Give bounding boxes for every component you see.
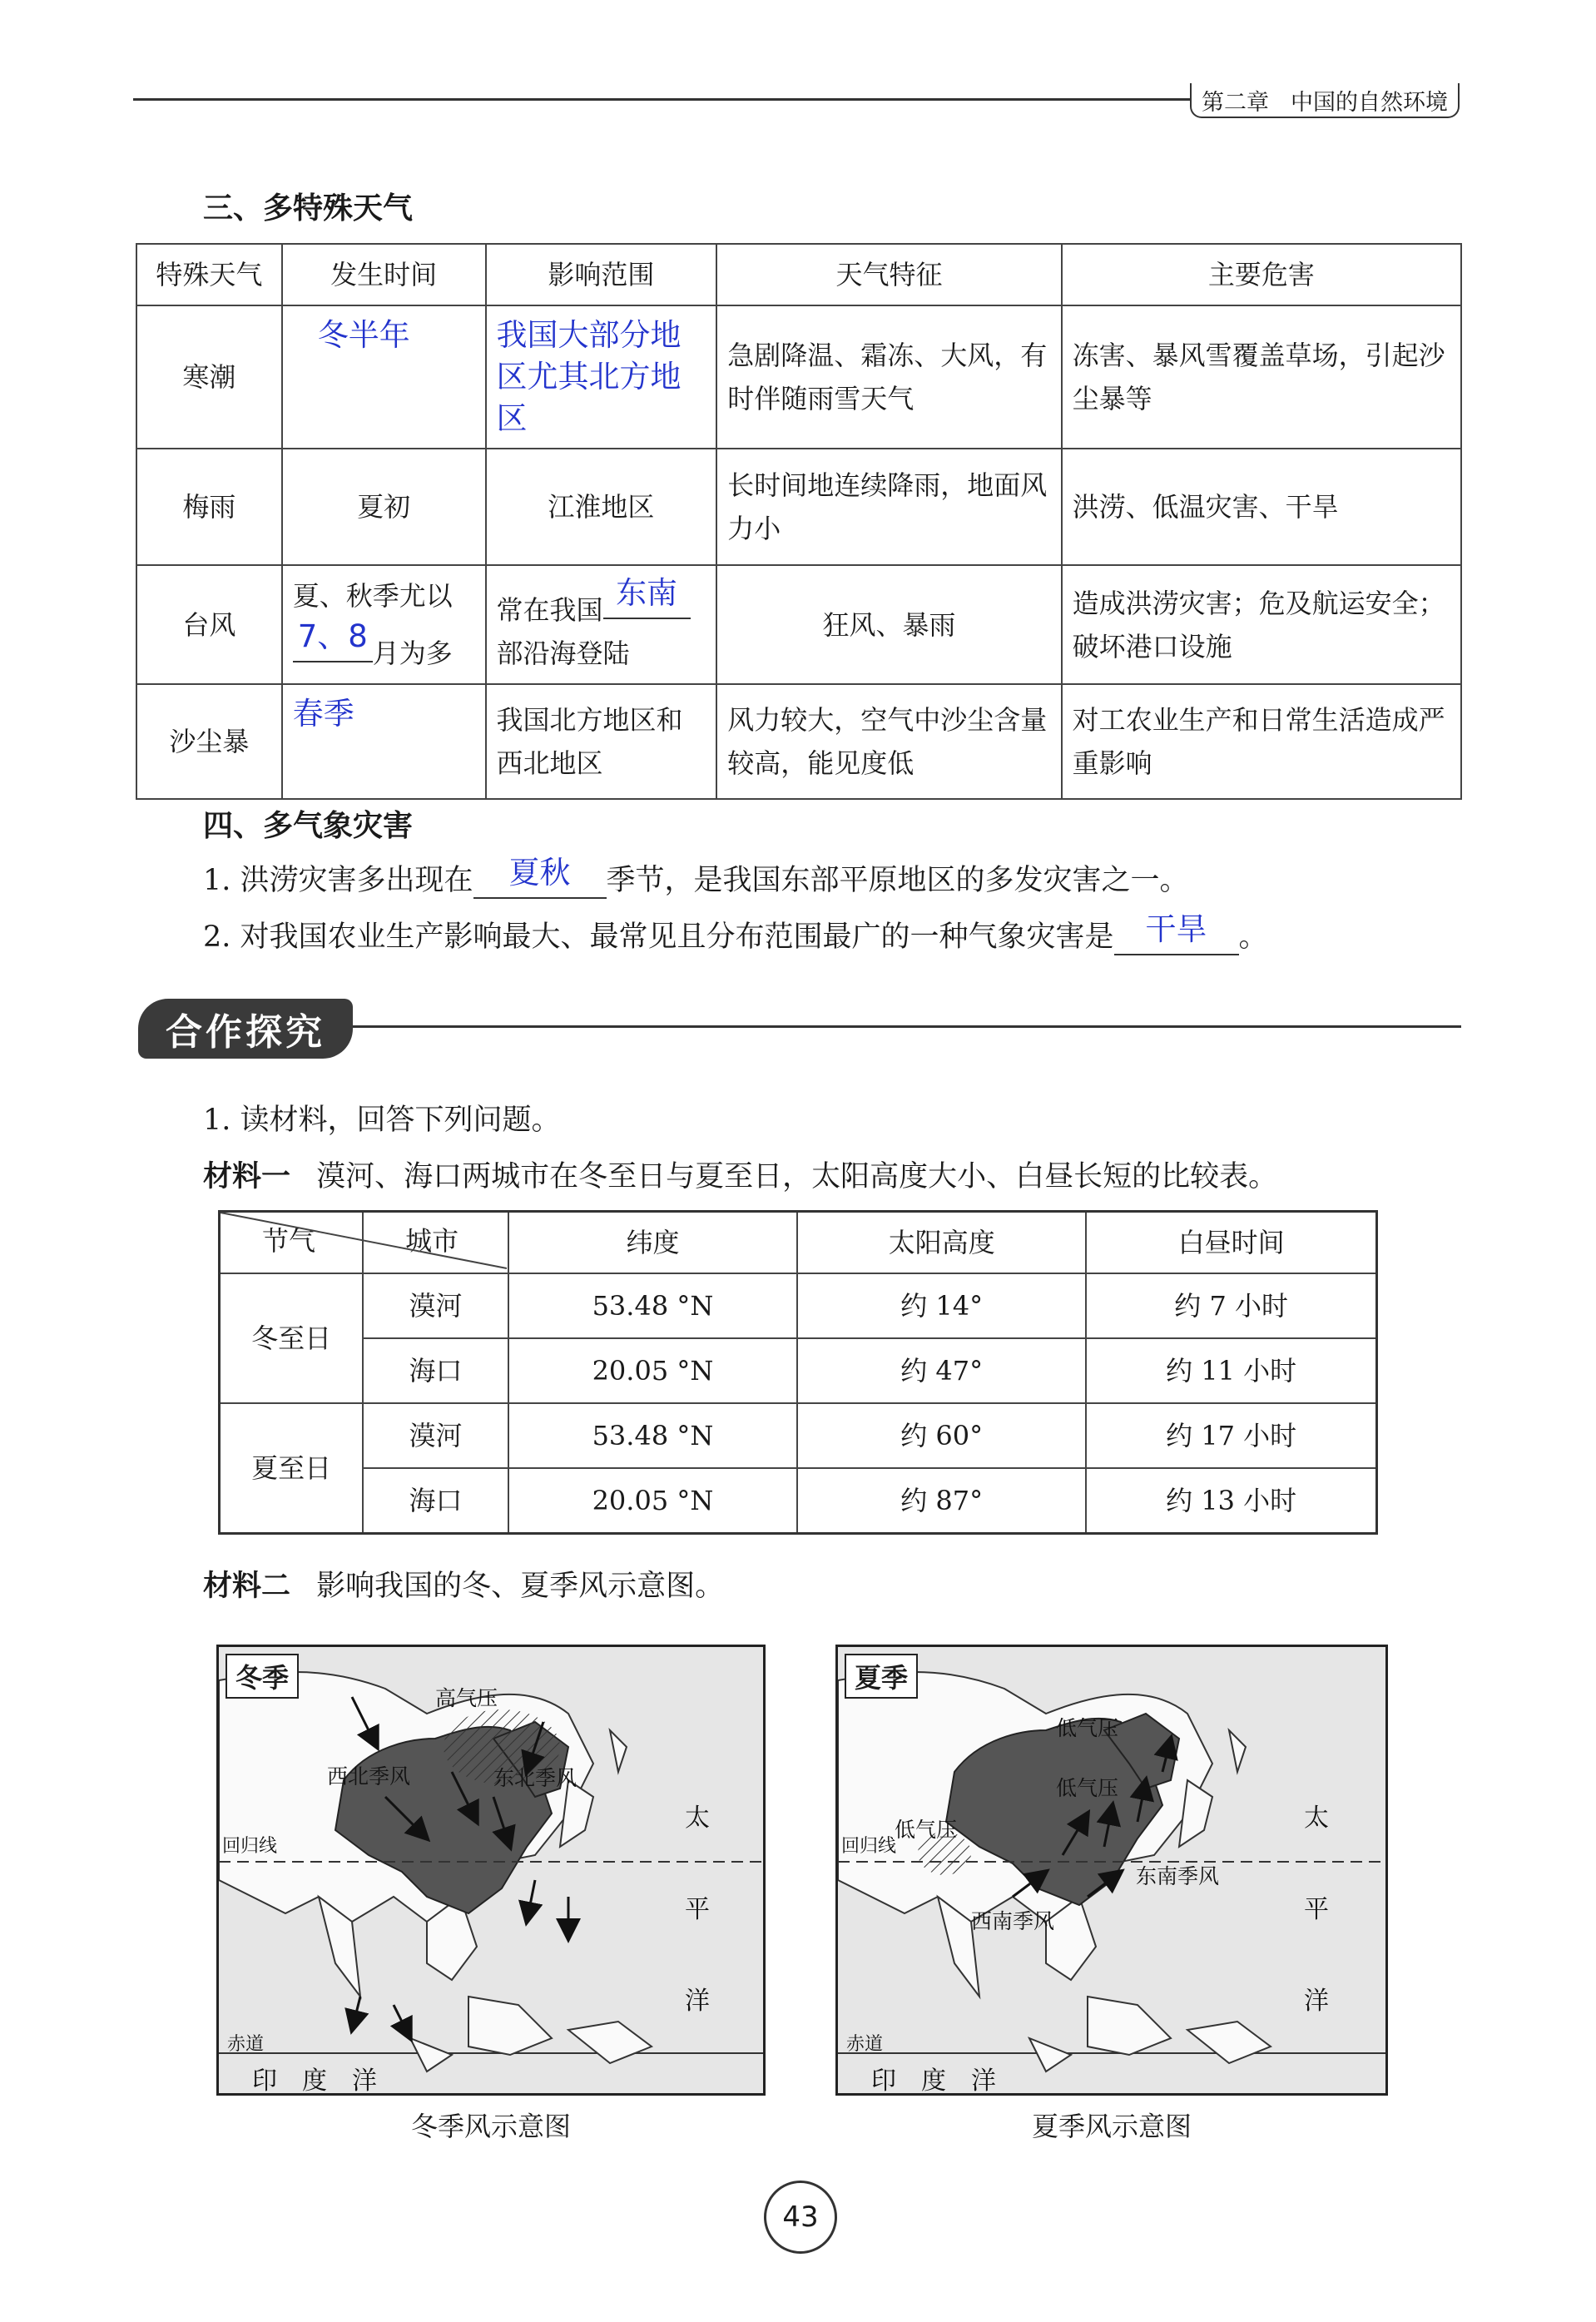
equator-label: 赤道 xyxy=(846,2034,884,2055)
question-4-2: 2. 对我国农业生产影响最大、最常见且分布范围最广的一种气象灾害是 干旱 。 xyxy=(203,914,1268,955)
ne-monsoon-label: 东北季风 xyxy=(493,1766,577,1790)
table-row xyxy=(136,305,1461,449)
daylight: 约 17 小时 xyxy=(1086,1403,1376,1468)
table-row xyxy=(220,1338,1377,1403)
header-cell: 影响范围 xyxy=(486,244,717,305)
daylight: 约 13 小时 xyxy=(1086,1468,1376,1533)
weather-scope: 江淮地区 xyxy=(486,449,717,565)
header-cell: 发生时间 xyxy=(282,244,486,305)
weather-feature: 急剧降温、霜冻、大风，有时伴随雨雪天气 xyxy=(716,305,1061,449)
latitude: 53.48 °N xyxy=(508,1403,797,1468)
pacific-label-3: 洋 xyxy=(685,1987,710,2016)
pacific-label-2: 平 xyxy=(1304,1895,1329,1924)
latitude: 20.05 °N xyxy=(508,1338,797,1403)
pacific-label-3: 洋 xyxy=(1304,1987,1329,2016)
winter-caption: 冬季风示意图 xyxy=(410,2111,571,2142)
equator-label: 赤道 xyxy=(227,2034,265,2055)
header-cell: 太阳高度 xyxy=(797,1212,1086,1274)
handwritten-answer: 冬半年 xyxy=(317,317,410,353)
weather-name: 寒潮 xyxy=(136,305,282,449)
weather-name: 沙尘暴 xyxy=(136,684,282,799)
city: 海口 xyxy=(363,1338,508,1403)
city: 海口 xyxy=(363,1468,508,1533)
pacific-label-1: 太 xyxy=(685,1804,710,1833)
solar-term: 冬至日 xyxy=(220,1273,364,1403)
table-row xyxy=(220,1273,1377,1338)
indian-ocean-label: 印 度 洋 xyxy=(871,2066,996,2096)
header-cell: 白昼时间 xyxy=(1086,1212,1376,1274)
table-row xyxy=(220,1468,1377,1533)
question-4-1: 1. 洪涝灾害多出现在 夏秋 季节，是我国东部平原地区的多发灾害之一。 xyxy=(203,857,1189,899)
handwritten-answer: 7、8 xyxy=(297,618,368,654)
sun-altitude: 约 60° xyxy=(797,1403,1086,1468)
weather-harm: 洪涝、低温灾害、干旱 xyxy=(1062,449,1461,565)
daylight: 约 11 小时 xyxy=(1086,1338,1376,1403)
low-pressure-label-3: 低气压 xyxy=(895,1818,958,1842)
header-cell: 主要危害 xyxy=(1062,244,1461,305)
high-pressure-label: 高气压 xyxy=(435,1686,498,1710)
sun-altitude: 约 47° xyxy=(797,1338,1086,1403)
table-row xyxy=(220,1403,1377,1468)
latitude: 53.48 °N xyxy=(508,1273,797,1338)
material-2: 材料二 影响我国的冬、夏季风示意图。 xyxy=(203,1570,725,1603)
handwritten-answer: 春季 xyxy=(292,696,354,732)
winter-map-graphic xyxy=(219,1647,763,2093)
header-cell: 纬度 xyxy=(508,1212,797,1274)
chapter-number: 第二章 xyxy=(1202,89,1269,116)
winter-monsoon-map xyxy=(216,1645,766,2096)
handwritten-answer: 夏秋 xyxy=(508,855,571,891)
latitude: 20.05 °N xyxy=(508,1468,797,1533)
weather-harm: 对工农业生产和日常生活造成严重影响 xyxy=(1062,684,1461,799)
header-rule xyxy=(133,98,1190,101)
answer-blank xyxy=(293,618,373,662)
table-row xyxy=(136,565,1461,684)
coop-rule xyxy=(353,1025,1461,1028)
pacific-label-2: 平 xyxy=(685,1895,710,1924)
section-4-title: 四、多气象灾害 xyxy=(203,809,414,843)
material-1: 材料一 漠河、海口两城市在冬至日与夏至日，太阳高度大小、白昼长短的比较表。 xyxy=(203,1160,1278,1193)
header-cell: 城市 xyxy=(405,1225,459,1257)
low-pressure-label-2: 低气压 xyxy=(1056,1776,1119,1800)
indian-ocean-label: 印 度 洋 xyxy=(252,2066,377,2096)
weather-feature: 长时间地连续降雨，地面风力小 xyxy=(716,449,1061,565)
city: 漠河 xyxy=(363,1273,508,1338)
low-pressure-label-1: 低气压 xyxy=(1056,1716,1119,1740)
header-diagonal xyxy=(218,1210,509,1270)
nw-monsoon-label: 西北季风 xyxy=(327,1764,411,1789)
header-cell: 天气特征 xyxy=(716,244,1061,305)
table-header-row xyxy=(136,244,1461,305)
tropic-label: 回归线 xyxy=(222,1836,278,1857)
summer-caption: 夏季风示意图 xyxy=(1031,2111,1192,2142)
coop-badge: 合作探究 xyxy=(138,999,353,1059)
header-cell: 特殊天气 xyxy=(136,244,282,305)
summer-monsoon-map xyxy=(835,1645,1388,2096)
handwritten-answer: 东南 xyxy=(616,575,678,611)
handwritten-answer: 我国大部分地区尤其北方地区 xyxy=(496,317,682,436)
weather-scope: 我国北方地区和西北地区 xyxy=(486,684,717,799)
pacific-label-1: 太 xyxy=(1304,1804,1329,1833)
summer-label: 夏季 xyxy=(845,1654,918,1699)
handwritten-answer: 干旱 xyxy=(1145,911,1207,947)
section-3-title: 三、多特殊天气 xyxy=(203,191,414,226)
table-row xyxy=(136,684,1461,799)
winter-label: 冬季 xyxy=(226,1654,299,1699)
chapter-title: 中国的自然环境 xyxy=(1291,89,1448,116)
weather-name: 台风 xyxy=(136,565,282,684)
weather-name: 梅雨 xyxy=(136,449,282,565)
weather-time: 夏初 xyxy=(282,449,486,565)
solar-term: 夏至日 xyxy=(220,1403,364,1533)
weather-harm: 冻害、暴风雪覆盖草场，引起沙尘暴等 xyxy=(1062,305,1461,449)
sun-altitude: 约 14° xyxy=(797,1273,1086,1338)
chapter-tab xyxy=(1190,83,1460,118)
sun-altitude: 约 87° xyxy=(797,1468,1086,1533)
weather-scope: 常在我国 东南 部沿海登陆 xyxy=(486,565,717,684)
question-1: 1. 读材料，回答下列问题。 xyxy=(203,1104,561,1137)
weather-time: 夏、秋季尤以 7、8 月为多 xyxy=(282,565,486,684)
answer-blank xyxy=(473,855,607,899)
weather-feature: 风力较大，空气中沙尘含量较高，能见度低 xyxy=(716,684,1061,799)
city: 漠河 xyxy=(363,1403,508,1468)
sw-monsoon-label: 西南季风 xyxy=(971,1909,1055,1933)
weather-harm: 造成洪涝灾害；危及航运安全；破坏港口设施 xyxy=(1062,565,1461,684)
special-weather-table xyxy=(136,243,1462,800)
tropic-label: 回归线 xyxy=(841,1836,897,1857)
weather-feature: 狂风、暴雨 xyxy=(716,565,1061,684)
table-row xyxy=(136,449,1461,565)
se-monsoon-label: 东南季风 xyxy=(1136,1864,1220,1888)
answer-blank xyxy=(1114,911,1239,955)
daylight: 约 7 小时 xyxy=(1086,1273,1376,1338)
comparison-table xyxy=(218,1210,1378,1531)
diagonal-header: 节气 xyxy=(220,1212,364,1274)
answer-blank xyxy=(603,574,691,619)
page-number: 43 xyxy=(764,2181,837,2254)
